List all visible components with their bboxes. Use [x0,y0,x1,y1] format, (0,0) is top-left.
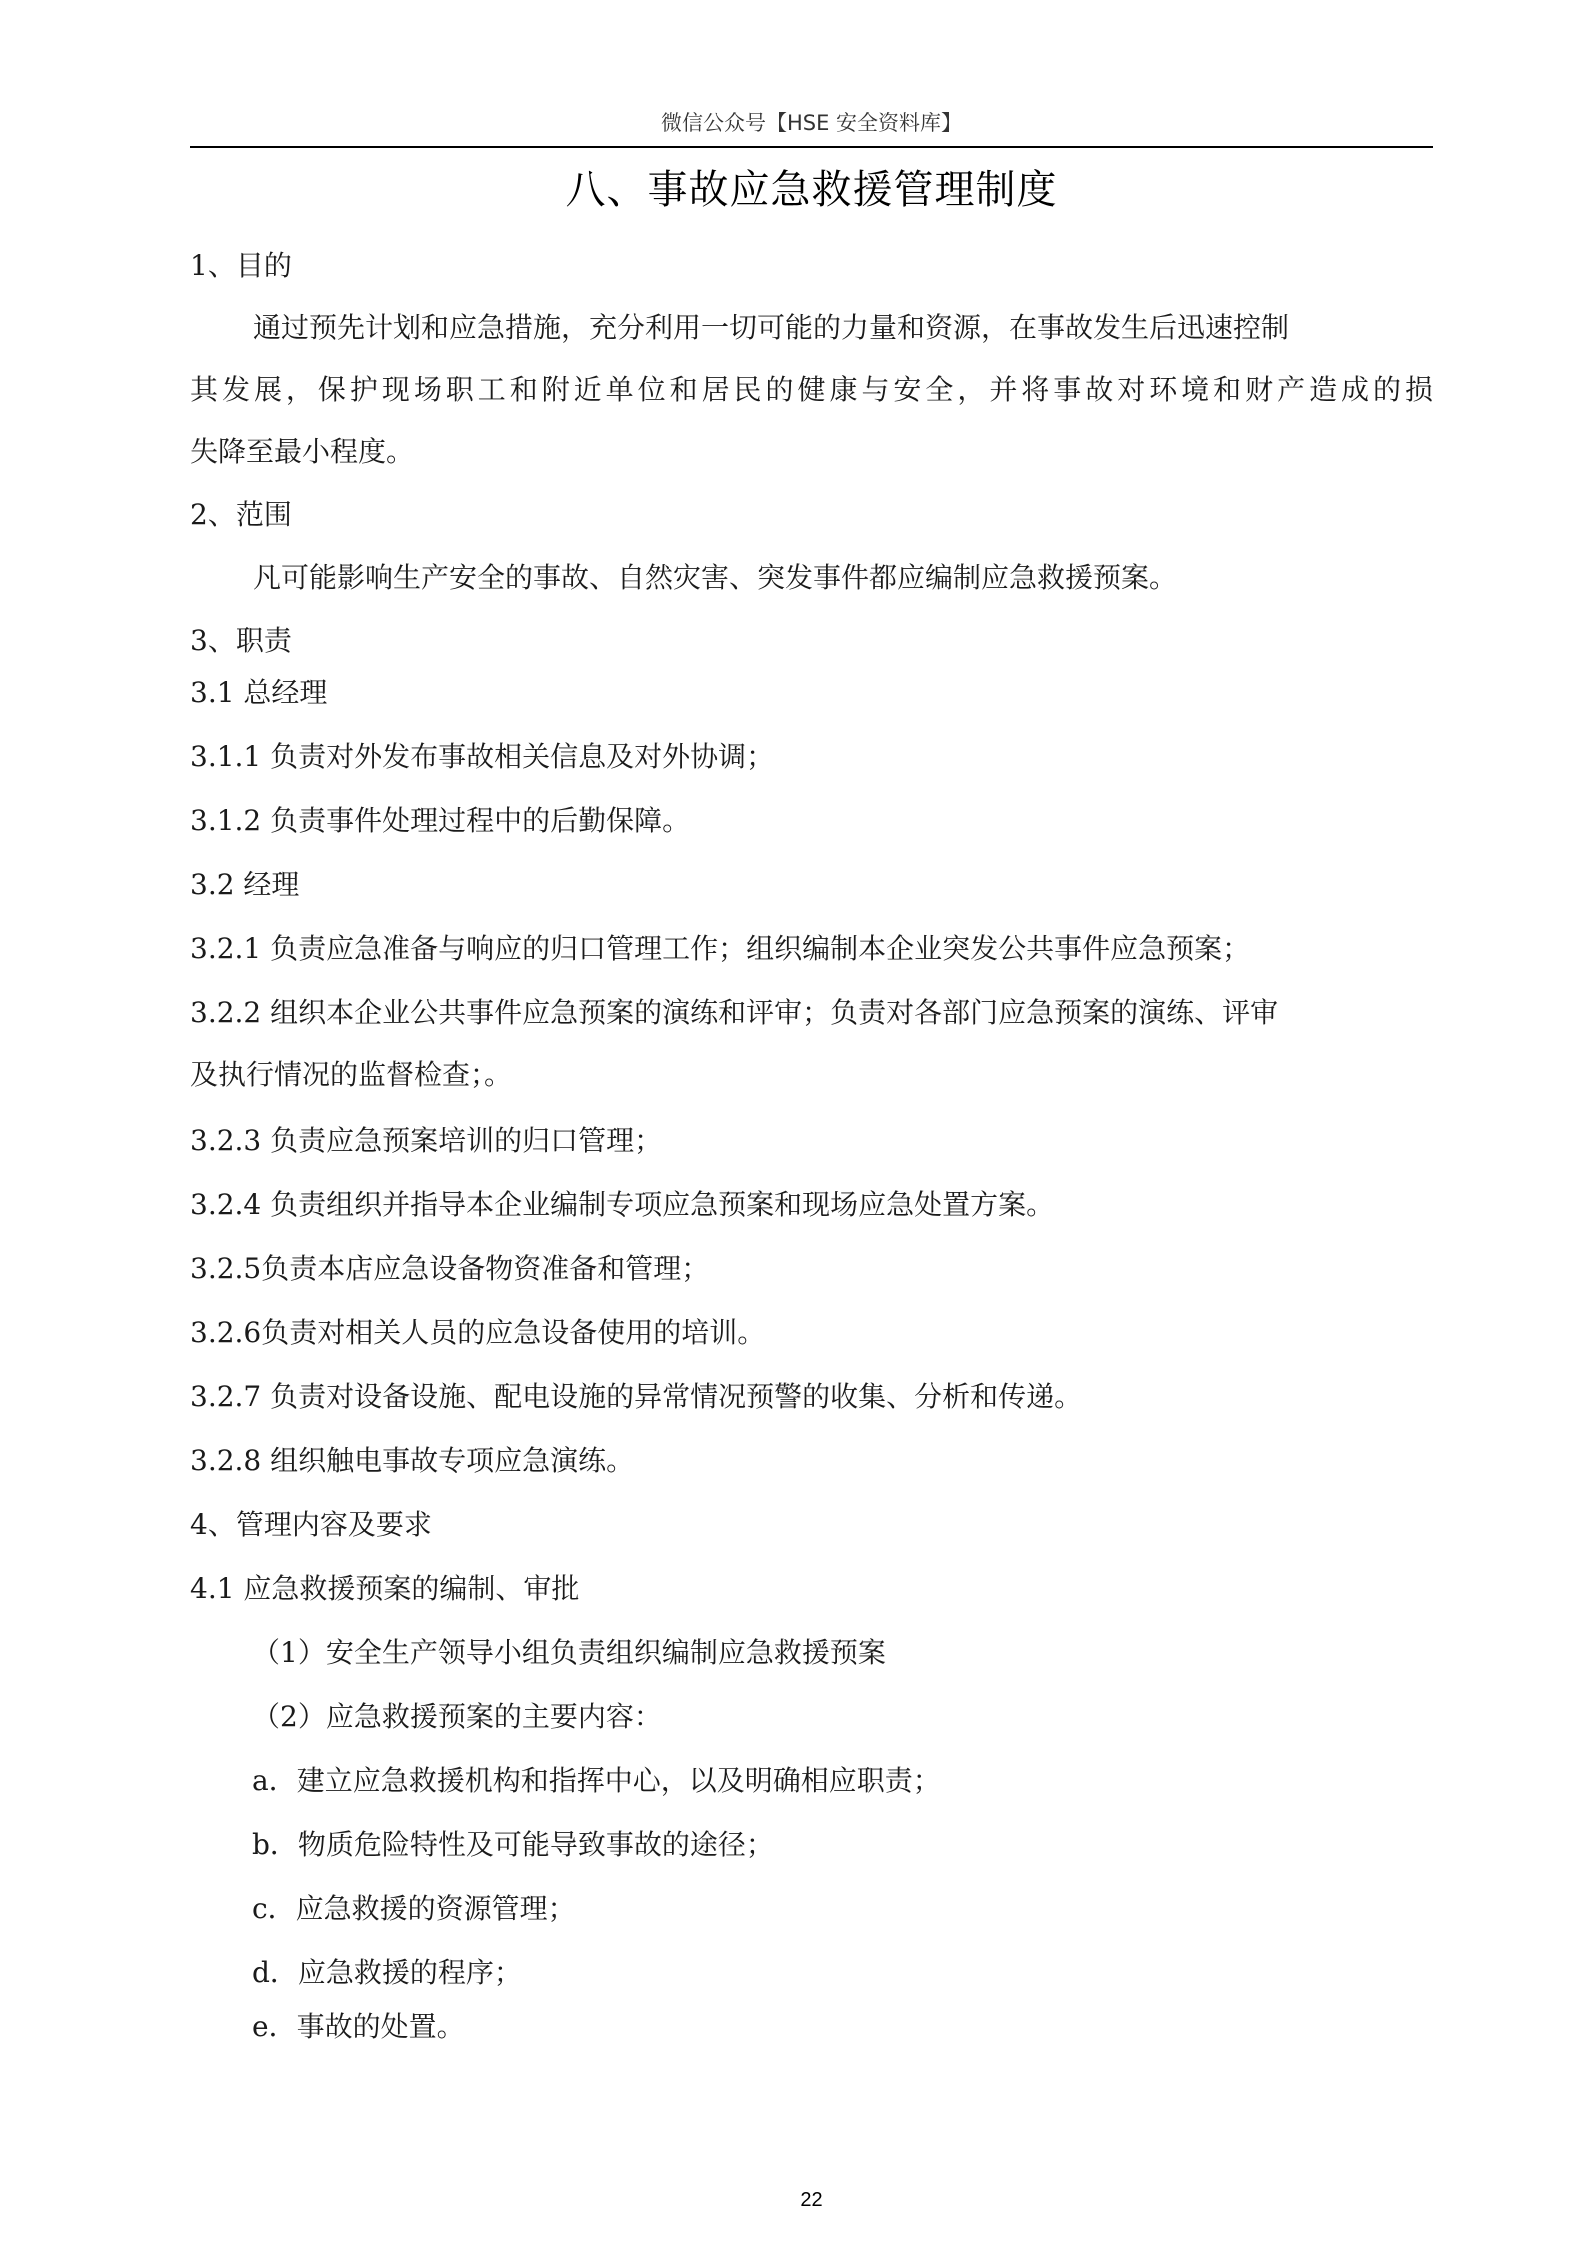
list-item: a．建立应急救援机构和指挥中心，以及明确相应职责； [252,1764,941,1797]
list-item: c．应急救援的资源管理； [252,1892,576,1925]
paragraph-line: 通过预先计划和应急措施，充分利用一切可能的力量和资源，在事故发生后迅速控制 [253,311,1290,344]
list-item: 3.1.1 负责对外发布事故相关信息及对外协调； [190,740,775,773]
list-item: 3.2.8 组织触电事故专项应急演练。 [190,1444,635,1477]
list-item: （1）安全生产领导小组负责组织编制应急救援预案 [252,1636,886,1669]
list-item: 3.2.1 负责应急准备与响应的归口管理工作；组织编制本企业突发公共事件应急预案； [190,932,1251,965]
section-heading-purpose: 1、目的 [190,249,292,282]
list-item-continuation: 及执行情况的监督检查；。 [190,1058,513,1091]
section-heading-scope: 2、范围 [190,498,292,531]
list-item: 3.2.3 负责应急预案培训的归口管理； [190,1124,663,1157]
list-item: d．应急救援的程序； [252,1956,522,1989]
list-item: 3.1.2 负责事件处理过程中的后勤保障。 [190,804,691,837]
list-item: 3.2.4 负责组织并指导本企业编制专项应急预案和现场应急处置方案。 [190,1188,1055,1221]
section-heading-management: 4、管理内容及要求 [190,1508,432,1541]
section-heading-duties: 3、职责 [190,624,292,657]
list-item: 3.2.6负责对相关人员的应急设备使用的培训。 [190,1316,766,1349]
header-divider [190,146,1433,148]
list-item: 3.2.7 负责对设备设施、配电设施的异常情况预警的收集、分析和传递。 [190,1380,1083,1413]
list-item: 3.2.2 组织本企业公共事件应急预案的演练和评审；负责对各部门应急预案的演练、评审 [190,996,1279,1029]
subsection-heading: 3.1 总经理 [190,676,328,709]
subsection-heading: 3.2 经理 [190,868,300,901]
document-title: 八、事故应急救援管理制度 [565,167,1058,213]
list-item: 3.2.5负责本店应急设备物资准备和管理； [190,1252,710,1285]
subsection-heading: 4.1 应急救援预案的编制、审批 [190,1572,580,1605]
page-number: 22 [800,2189,823,2211]
list-item: （2）应急救援预案的主要内容： [252,1700,662,1733]
list-item: b．物质危险特性及可能导致事故的途径； [252,1828,774,1861]
paragraph-line: 失降至最小程度。 [190,435,415,468]
list-item: e．事故的处置。 [252,2010,465,2043]
paragraph-line: 凡可能影响生产安全的事故、自然灾害、突发事件都应编制应急救援预案。 [253,561,1178,594]
page-header: 微信公众号【HSE 安全资料库】 [660,111,963,135]
paragraph-line: 其发展，保护现场职工和附近单位和居民的健康与安全，并将事故对环境和财产造成的损 [190,373,1433,406]
